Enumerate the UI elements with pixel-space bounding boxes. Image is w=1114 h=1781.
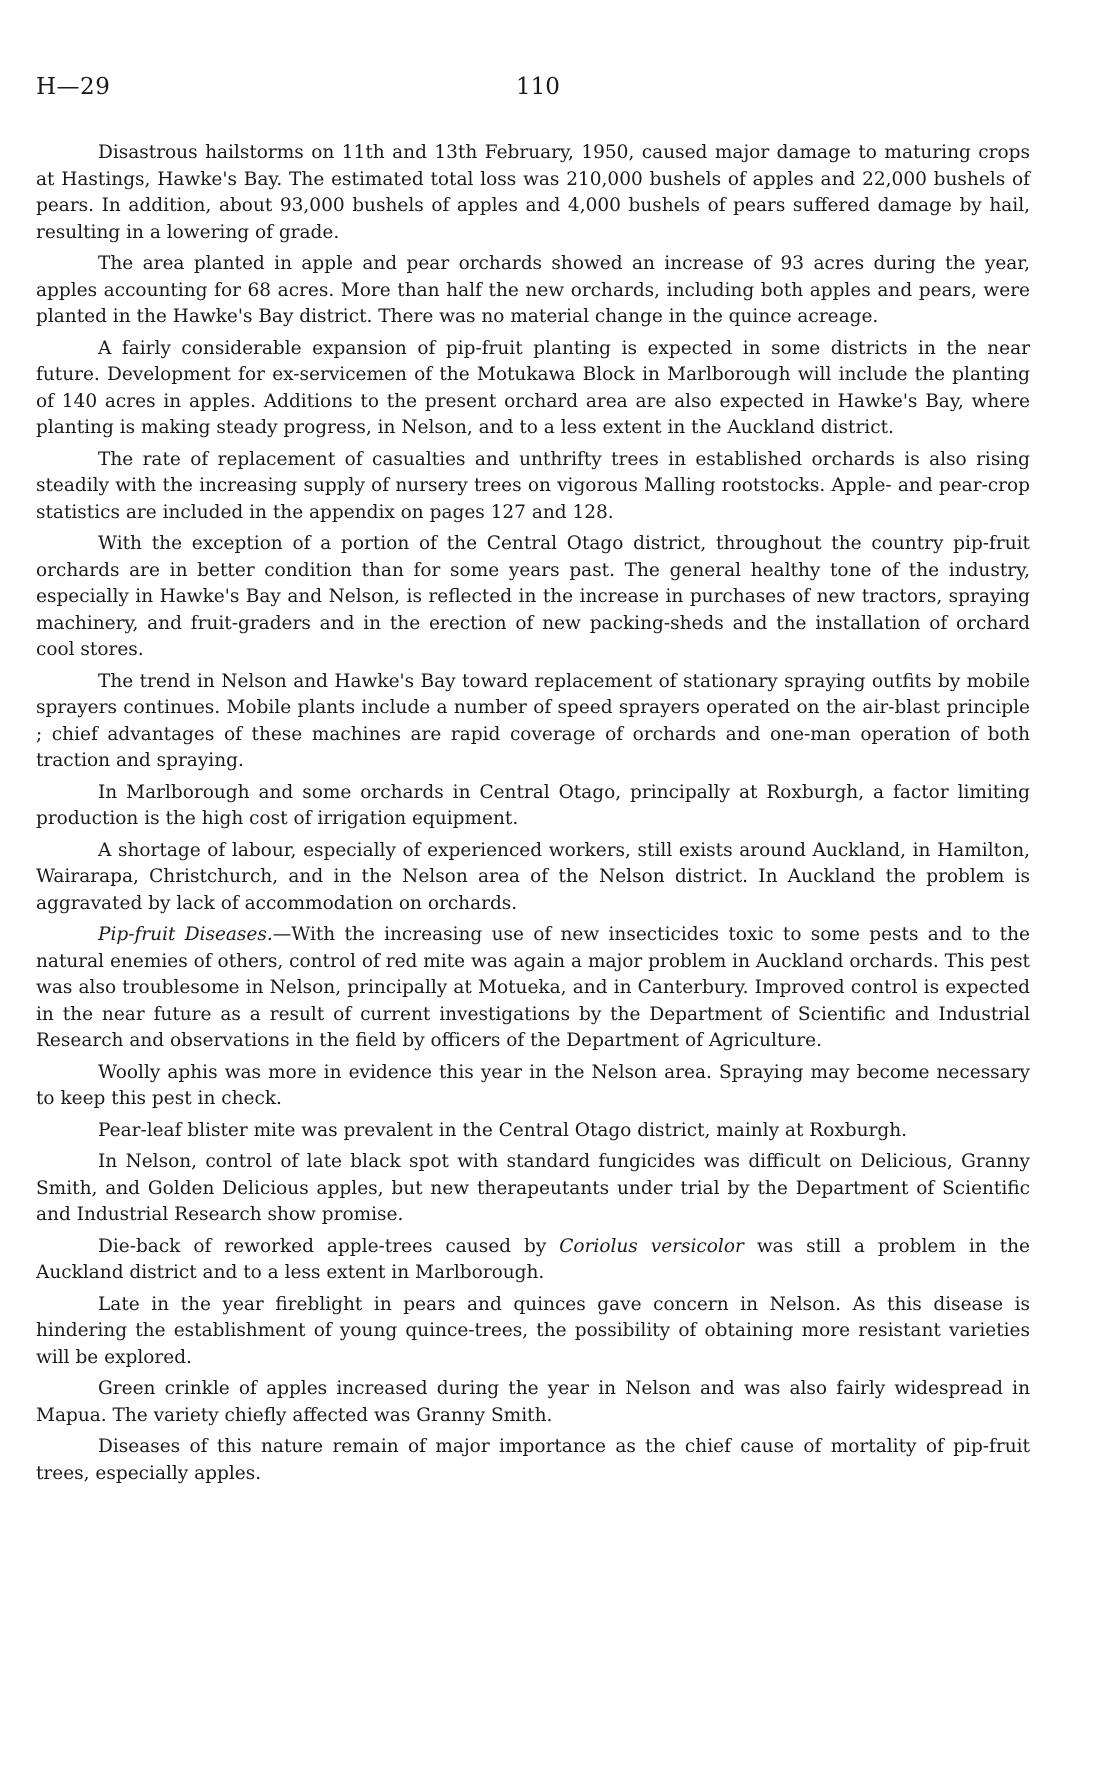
paragraph-blister-mite: Pear-leaf blister mite was prevalent in the Central Otago district, mainly at Roxburgh. (98, 1119, 908, 1141)
paragraph-irrigation: In Marlborough and some orchards in Central Otago, principally at Roxburgh, a factor limiting production is the high cost of irrigation equipment. (36, 781, 1030, 829)
paragraph-diseases (36, 922, 1030, 1055)
paragraph-sprayers: The trend in Nelson and Hawke's Bay toward replacement of stationary spraying outfits by mobile sprayers continues. Mobile plants include a number of speed sprayers operated on the air-blast principle ; chief advantages of these machines are rapid coverage of orchards and one-man operation of both traction and spraying. (36, 670, 1030, 771)
document-id: H—29 (36, 74, 111, 100)
page-number: 110 (516, 74, 560, 100)
paragraph-fireblight: Late in the year fireblight in pears and quinces gave concern in Nelson. As this disease is hindering the establishment of young quince-trees, the possibility of obtaining more resistant varieties will be explored. (36, 1293, 1030, 1368)
diseases-text: —With the increasing use of new insecticides toxic to some pests and to the natural enemies of others, control of red mite was again a major problem in Auckland orchards. This pest was also troublesome in Nelson, principally at Motueka, and in Canterbury. Improved control is expected in the near future as a result of current investigations by the Department of Scientific and Industrial Research and observations in the field by officers of the Department of Agriculture. (36, 924, 1030, 1051)
paragraph-die-back (36, 1234, 1030, 1287)
paragraph-hailstorms: Disastrous hailstorms on 11th and 13th February, 1950, caused major damage to maturing crops at Hastings, Hawke's Bay. The estimated total loss was 210,000 bushels of apples and 22,000 bushels of pears. In addition, about 93,000 bushels of apples and 4,000 bushels of pears suffered damage by hail, resulting in a lowering of grade. (36, 142, 1030, 243)
page-header (36, 74, 1036, 114)
paragraph-labour: A shortage of labour, especially of experienced workers, still exists around Auckland, in Hamilton, Wairarapa, Christchurch, and in the Nelson area of the Nelson district. In Auckland the problem is aggravated by lack of accommodation on orchards. (36, 839, 1030, 914)
paragraph-condition: With the exception of a portion of the Central Otago district, throughout the country pip-fruit orchards are in better condition than for some years past. The general healthy tone of the industry, especially in Hawke's Bay and Nelson, is reflected in the increase in purchases of new tractors, spraying machinery, and fruit-graders and in the erection of new packing-sheds and the installation of orchard cool stores. (36, 533, 1030, 660)
section-heading-diseases: Pip-fruit Diseases. (98, 924, 273, 945)
paragraph-woolly-aphis: Woolly aphis was more in evidence this year in the Nelson area. Spraying may become necessary to keep this pest in check. (36, 1061, 1030, 1109)
paragraph-replacement: The rate of replacement of casualties and unthrifty trees in established orchards is also rising steadily with the increasing supply of nursery trees on vigorous Malling rootstocks. Apple- and pear-crop statistics are included in the appendix on pages 127 and 128. (36, 448, 1030, 523)
paragraph-orchard-area: The area planted in apple and pear orchards showed an increase of 93 acres during the year, apples accounting for 68 acres. More than half the new orchards, including both apples and pears, were planted in the Hawke's Bay district. There was no material change in the quince acreage. (36, 253, 1030, 327)
species-name: Coriolus versicolor (559, 1235, 744, 1257)
report-body (36, 140, 1030, 1492)
paragraph-mortality: Diseases of this nature remain of major importance as the chief cause of mortality of pip-fruit trees, especially apples. (36, 1436, 1030, 1484)
paragraph-green-crinkle: Green crinkle of apples increased during the year in Nelson and was also fairly widespread in Mapua. The variety chiefly affected was Granny Smith. (36, 1378, 1030, 1426)
paragraph-black-spot: In Nelson, control of late black spot with standard fungicides was difficult on Delicious, Granny Smith, and Golden Delicious apples, but new therapeutants under trial by the Department of Scientific and Industrial Research show promise. (36, 1151, 1030, 1225)
dieback-before: Die-back of reworked apple-trees caused by (98, 1235, 560, 1257)
dieback-after: was still a problem in the Auckland district and to a less extent in Marlborough. (36, 1235, 1031, 1283)
paragraph-expansion: A fairly considerable expansion of pip-fruit planting is expected in some districts in the near future. Development for ex-servicemen of the Motukawa Block in Marlborough will include the planting of 140 acres in apples. Additions to the present orchard area are also expected in Hawke's Bay, where planting is making steady progress, in Nelson, and to a less extent in the Auckland district. (36, 337, 1030, 438)
